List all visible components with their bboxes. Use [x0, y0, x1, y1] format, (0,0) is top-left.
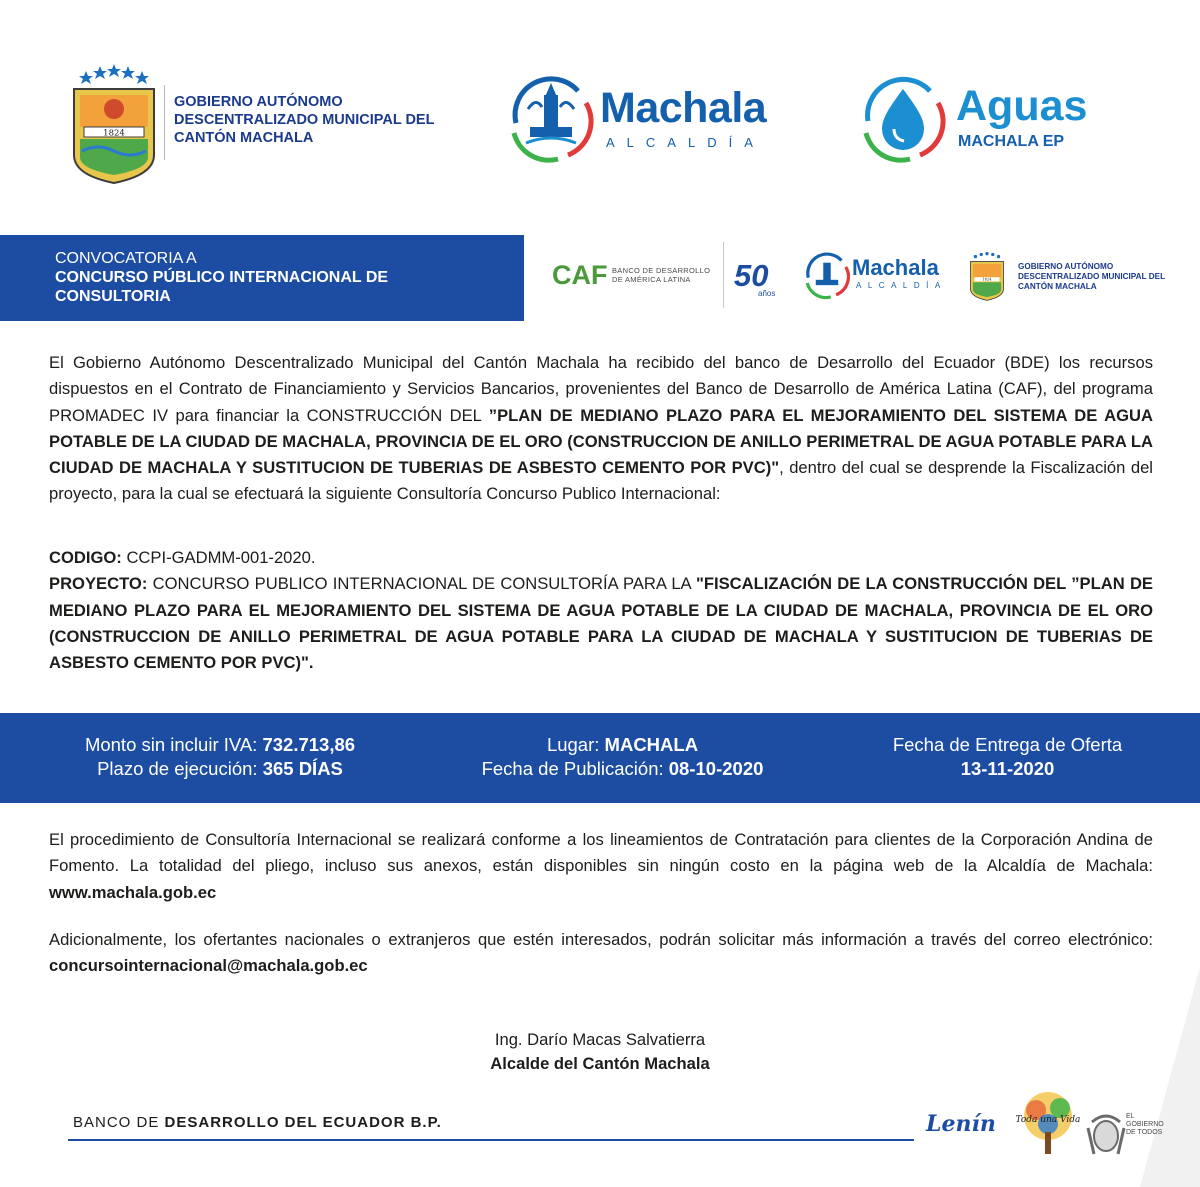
contact-email-link[interactable]: concursointernacional@machala.gob.ec: [49, 956, 368, 976]
signer-name: Ing. Darío Macas Salvatierra: [494, 1030, 706, 1049]
aguas-logo-word: Aguas: [956, 82, 1088, 130]
svg-text:1824: 1824: [982, 277, 992, 282]
machala-emblem-icon: [508, 73, 594, 163]
place-value: MACHALA: [604, 734, 699, 755]
machala-emblem-small-icon: [804, 250, 850, 300]
title-line-3: CONSULTORIA: [55, 288, 171, 305]
lenin-signature-logo: Lenín: [926, 1111, 996, 1137]
deadline-date-value: 13-11-2020: [960, 758, 1055, 779]
amount-value: 732.713,86: [262, 734, 356, 755]
additional-info-paragraph: Adicionalmente, los ofertantes nacionales o extranjeros que estén interesados, podrán solicitar más información a través del correo electrónico: concursointernacional@machala.gob.ec: [49, 930, 1153, 976]
contract-info-band: [0, 713, 1200, 803]
title-line-1: CONVOCATORIA A: [55, 250, 197, 267]
deadline-column: Fecha de Entrega de Oferta 13-11-2020: [845, 733, 1170, 781]
title-line-2: CONCURSO PÚBLICO INTERNACIONAL DE: [55, 269, 389, 286]
header-separator: [164, 85, 165, 160]
term-value: 365 DÍAS: [262, 758, 343, 779]
header-logos: [0, 55, 1200, 195]
place-column: Lugar: MACHALA Fecha de Publicación: 08-10-2020: [481, 734, 764, 779]
convocatoria-title-band: [0, 235, 524, 321]
procedure-paragraph: El procedimiento de Consultoría Internacional se realizará conforme a los lineamientos de Contratación para clientes de la Corporación Andina de Fomento. La totalidad del pliego, incluso sus anexos, están disponibles sin ningún costo en la página web de la Alcaldía de Machala: www.machala.gob.ec: [49, 830, 1153, 902]
bde-footer-text: BANCO DE DESARROLLO DEL ECUADOR B.P.: [73, 1114, 442, 1131]
website-link[interactable]: www.machala.gob.ec: [49, 882, 217, 902]
ecuador-coat-of-arms-icon: [1084, 1108, 1128, 1158]
corner-decoration: [1140, 967, 1200, 1187]
project-name-bold: ”PLAN DE MEDIANO PLAZO PARA EL MEJORAMIENTO DEL SISTEMA DE AGUA POTABLE DE LA CIUDAD DE MACHALA, PROVINCIA DE EL ORO (CONSTRUCCION DE ANILLO PERIMETRAL DE AGUA POTABLE PARA LA CIUDAD DE MACHALA Y SUSTITUCION DE TUBERIAS DE ASBESTO CEMENTO POR PVC)": [49, 405, 1154, 478]
machala-small-word: Machala: [852, 255, 939, 280]
machala-small-sub: ALCALDÍA: [856, 281, 947, 290]
svg-text:CAF: CAF: [552, 260, 608, 288]
gad-shield-year: 1824: [103, 128, 125, 139]
caf-logo-icon: [552, 260, 610, 288]
caf-logo-text: BANCO DE DESARROLLO DE AMÉRICA LATINA: [612, 266, 711, 284]
gad-name: GOBIERNO AUTÓNOMO DESCENTRALIZADO MUNICIPAL DEL CANTÓN MACHALA: [174, 94, 435, 146]
toda-una-vida-tree-icon: [1014, 1088, 1082, 1164]
aguas-logo-sub: MACHALA EP: [958, 133, 1065, 150]
water-drop-icon: [858, 73, 948, 163]
signer-title: Alcalde del Cantón Machala: [490, 1054, 710, 1073]
gad-shield-small-icon: [968, 244, 1006, 308]
gad-small-name: GOBIERNO AUTÓNOMO DESCENTRALIZADO MUNICIPAL DEL CANTÓN MACHALA: [1018, 262, 1166, 291]
intro-paragraph: El Gobierno Autónomo Descentralizado Municipal del Cantón Machala ha recibido del banco de Desarrollo del Ecuador (BDE) los recursos dispuestos en el Contrato de Financiamiento y Servicios Bancarios, provenientes del Banco de Desarrollo de América Latina (CAF), del programa PROMADEC IV para financiar la CONSTRUCCIÓN DEL ”PLAN DE MEDIANO PLAZO PARA EL MEJORAMIENTO DEL SISTEMA DE AGUA POTABLE DE LA CIUDAD DE MACHALA, PROVINCIA DE EL ORO (CONSTRUCCION DE ANILLO PERIMETRAL DE AGUA POTABLE PARA LA CIUDAD DE MACHALA Y SUSTITUCION DE TUBERIAS DE ASBESTO CEMENTO POR PVC)", dentro del cual se desprende la Fiscalización del proyecto, para la cual se efectuará la siguiente Consultoría Concurso Publico Internacional:: [49, 353, 1154, 504]
machala-logo-sub: ALCALDÍA: [606, 135, 765, 150]
fifty-years-logo: 50: [734, 258, 769, 293]
svg-text:Toda una Vida: Toda una Vida: [1015, 1115, 1081, 1125]
gobierno-de-todos-text: EL GOBIERNO DE TODOS: [1126, 1113, 1164, 1136]
details-block: [49, 545, 1153, 676]
fifty-years-sub: años: [758, 289, 776, 298]
sponsor-logos: [548, 240, 1168, 312]
proyecto-line: PROYECTO: CONCURSO PUBLICO INTERNACIONAL DE CONSULTORÍA PARA LA "FISCALIZACIÓN DE LA CONSTRUCCIÓN DEL ”PLAN DE MEDIANO PLAZO PARA EL MEJORAMIENTO DEL SISTEMA DE AGUA POTABLE DE LA CIUDAD DE MACHALA, PROVINCIA DE EL ORO (CONSTRUCCION DE ANILLO PERIMETRAL DE AGUA POTABLE PARA LA CIUDAD DE MACHALA Y SUSTITUCION DE TUBERIAS DE ASBESTO CEMENTO POR PVC)".: [49, 574, 1153, 673]
gad-shield-icon: [68, 63, 160, 185]
sponsor-separator: [723, 242, 724, 308]
signature-block: [300, 1028, 900, 1076]
machala-logo-word: Machala: [600, 84, 767, 132]
amount-column: Monto sin incluir IVA: 732.713,86 Plazo de ejecución: 365 DÍAS: [84, 734, 356, 779]
codigo-line: CODIGO: CCPI-GADMM-001-2020.: [49, 548, 316, 567]
footer-divider: [68, 1139, 914, 1141]
publication-date-value: 08-10-2020: [668, 758, 764, 779]
